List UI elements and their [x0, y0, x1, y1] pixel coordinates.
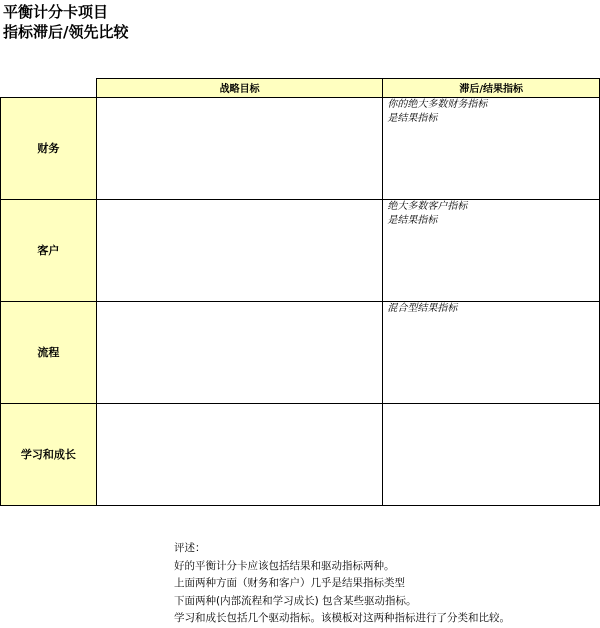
row-label-finance: 财务	[1, 97, 97, 199]
table-corner	[1, 79, 97, 98]
table-row-learning	[1, 403, 600, 505]
cell-finance-objectives[interactable]	[96, 97, 383, 199]
table-header-row	[1, 79, 600, 98]
scorecard-table	[0, 78, 600, 506]
page-title: 平衡计分卡项目	[3, 3, 109, 21]
note-finance: 你的绝大多数财务指标 是结果指标	[387, 98, 488, 124]
note-process: 混合型结果指标	[387, 302, 458, 314]
title-block	[3, 2, 128, 42]
comment-line: 上面两种方面（财务和客户）几乎是结果指标类型	[174, 577, 405, 589]
cell-process-objectives[interactable]	[96, 301, 383, 403]
header-strategic-objectives: 战略目标	[96, 79, 383, 98]
comments-heading: 评述：	[174, 542, 206, 554]
row-label-learning: 学习和成长	[1, 403, 97, 505]
header-lagging-indicators: 滞后/结果指标	[383, 79, 600, 98]
table-row-process	[1, 301, 600, 403]
cell-process-indicators[interactable]	[383, 301, 600, 403]
cell-learning-objectives[interactable]	[96, 403, 383, 505]
row-label-customer: 客户	[1, 199, 97, 301]
cell-learning-indicators[interactable]	[383, 403, 600, 505]
row-label-process: 流程	[1, 301, 97, 403]
cell-customer-objectives[interactable]	[96, 199, 383, 301]
cell-finance-indicators[interactable]	[383, 97, 600, 199]
comment-line: 好的平衡计分卡应该包括结果和驱动指标两种。	[174, 559, 395, 572]
note-customer: 绝大多数客户指标 是结果指标	[387, 200, 468, 226]
comments-block	[174, 540, 510, 628]
comment-line: 下面两种(内部流程和学习成长) 包含某些驱动指标。	[174, 594, 417, 607]
comment-line: 学习和成长包括几个驱动指标。该模板对这两种指标进行了分类和比较。	[174, 612, 510, 624]
table-row-finance	[1, 97, 600, 199]
page-subtitle: 指标滞后/领先比较	[3, 23, 129, 41]
cell-customer-indicators[interactable]	[383, 199, 600, 301]
table-row-customer	[1, 199, 600, 301]
